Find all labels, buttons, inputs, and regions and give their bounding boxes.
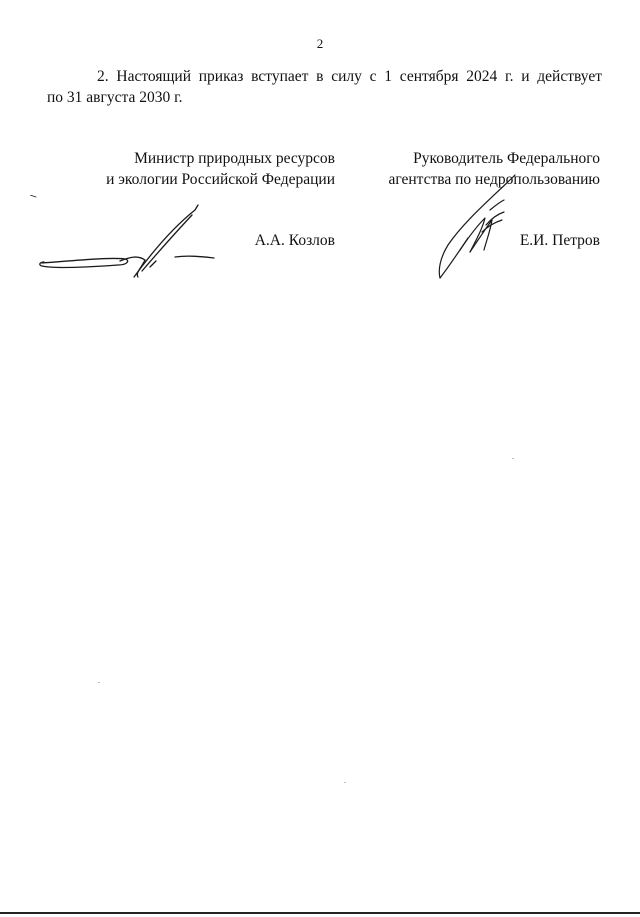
order-paragraph-line-1: 2. Настоящий приказ вступает в силу с 1 сентября 2024 г. и действует — [97, 68, 602, 85]
page-number: 2 — [316, 36, 324, 51]
right-signatory-name: Е.И. Петров — [519, 232, 600, 249]
left-signatory-title-line-2: и экологии Российской Федерации — [106, 171, 335, 188]
scan-speck — [344, 782, 346, 783]
left-signatory-name: А.А. Козлов — [254, 232, 335, 249]
scan-speck — [512, 458, 514, 459]
right-signatory-title-line-2: агентства по недропользованию — [388, 171, 600, 188]
right-signatory-title-line-1: Руководитель Федерального — [413, 150, 600, 167]
order-paragraph-line-2: по 31 августа 2030 г. — [47, 89, 183, 106]
scan-speck — [98, 682, 100, 683]
right-signatory-title — [360, 148, 600, 190]
scan-bottom-edge — [0, 912, 640, 914]
left-signatory-title-line-1: Министр природных ресурсов — [134, 150, 335, 167]
left-signatory-title — [75, 148, 335, 190]
